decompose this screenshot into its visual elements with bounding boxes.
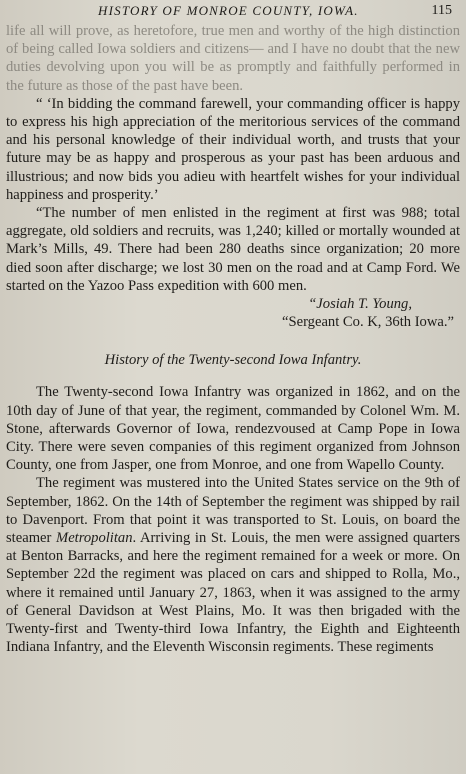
signature-name: “Josiah T. Young,	[308, 296, 412, 313]
service-text-start: The regiment was mustered into the United States service on the 9th of September, 1862. On the 14th of September the regiment was shipped by rail to Davenport. From that point it was transported to St. Louis, on board the steamer	[6, 475, 460, 547]
ship-name: Metropolitan	[56, 530, 133, 547]
running-head: HISTORY OF MONROE COUNTY, IOWA.	[98, 3, 359, 18]
section-heading: History of the Twenty-second Iowa Infantry.	[104, 352, 362, 369]
letter-paragraph-continued	[6, 22, 460, 95]
letter-paragraph-statistics: “The number of men enlisted in the regiment at first was 988; total aggregate, old soldiers and recruits, was 1,240; killed or mortally wounded at Mark’s Mills, 49. There had been 280 deaths since organization; 20 more died soon after discharge; we lost 30 men on the road and at Camp Ford. We started on the Yazoo Pass expedition with 600 men.	[6, 205, 460, 294]
page-header	[6, 0, 460, 22]
letter-paragraph-farewell: “ ‘In bidding the command farewell, your commanding officer is happy to express his high appreciation of the meritorious services of the command and his personal knowledge of their individual worth, and trusts that your future may be as happy and prosperous as your past has been arduous and illustrious; and now bids you adieu with heartfelt wishes for your individual happiness and prosperity.’	[6, 95, 460, 203]
page-body	[6, 22, 460, 657]
signature-rank: “Sergeant Co. K, 36th Iowa.”	[282, 314, 454, 331]
page-number: 115	[431, 3, 452, 18]
faded-text: life all will prove, as heretofore, true men and worthy of the high distinction of being called Iowa soldiers and citizens— and I have no doubt that the new duties devolving upon you will be as promptly and faithfully performed in the future as those of the past have been.	[6, 23, 460, 94]
section-paragraph-organization: The Twenty-second Iowa Infantry was organized in 1862, and on the 10th day of June of that year, the regiment, commanded by Colonel Wm. M. Stone, afterwards Governor of Iowa, rendezvoused at Camp Pope in Iowa City. There were seven companies of this regiment organized from Johnson County, one from Jasper, one from Monroe, and one from Wapello County.	[6, 384, 460, 474]
section-paragraph-service	[6, 474, 460, 656]
service-text-end: . Arriving in St. Louis, the men were assigned quarters at Benton Barracks, and here the regiment remained for a week or more. On September 22d the regiment was placed on cars and shipped to Rolla, Mo., where it remained until January 27, 1863, when it was assigned to the army of General Davidson at West Plains, Mo. It was then brigaded with the Twenty-first and Twenty-third Iowa Infantry, the Eighth and Eighteenth Indiana Infantry, and the Eleventh Wisconsin regiments. These regiments	[6, 530, 460, 656]
